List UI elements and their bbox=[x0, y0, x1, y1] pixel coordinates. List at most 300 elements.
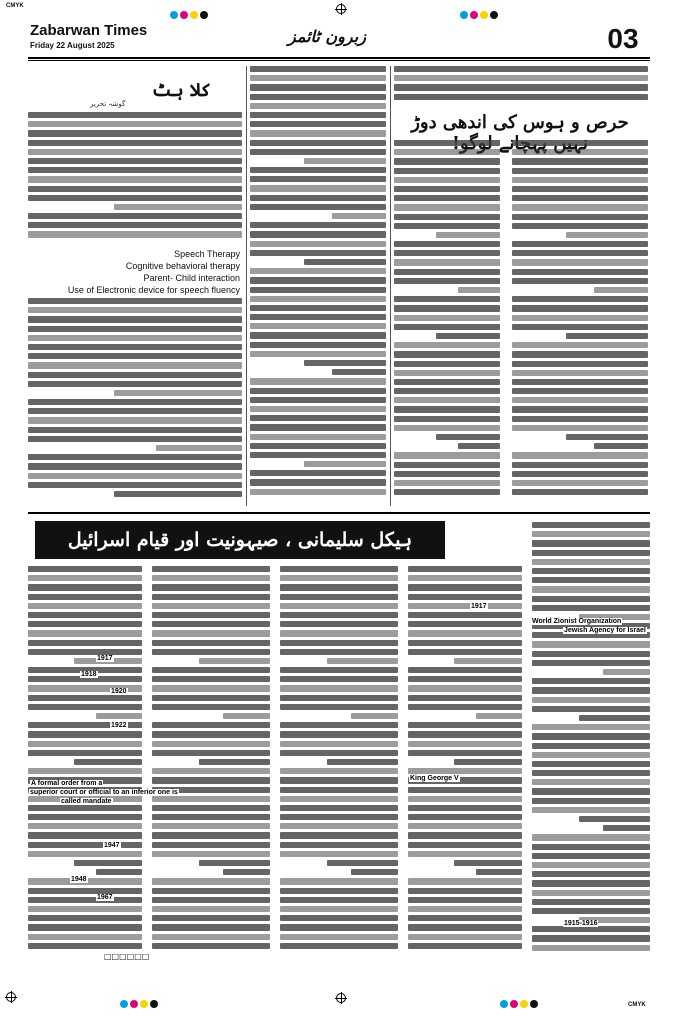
text-line bbox=[458, 443, 500, 449]
text-line bbox=[408, 823, 522, 829]
color-swatch-row-bottom-right bbox=[500, 993, 540, 1012]
page-number: 03 bbox=[598, 23, 648, 55]
text-line bbox=[394, 204, 500, 210]
left-article-title: کلا ہٹ bbox=[152, 80, 212, 101]
inline-english-superior-court: superior court or official to an inferior one is bbox=[30, 789, 178, 796]
text-line bbox=[250, 489, 386, 495]
text-line bbox=[28, 934, 142, 940]
text-line bbox=[408, 888, 522, 894]
text-line bbox=[250, 277, 386, 283]
text-line bbox=[532, 770, 650, 776]
text-line bbox=[280, 906, 398, 912]
inline-year: 1918 bbox=[81, 671, 97, 678]
text-line bbox=[408, 934, 522, 940]
text-line bbox=[152, 897, 270, 903]
text-line bbox=[152, 915, 270, 921]
right-article-col-2 bbox=[512, 140, 648, 506]
text-line bbox=[532, 798, 650, 804]
middle-column-body bbox=[250, 66, 386, 506]
text-line bbox=[28, 408, 242, 414]
text-line bbox=[408, 704, 522, 710]
text-line bbox=[532, 890, 650, 896]
text-line bbox=[408, 695, 522, 701]
text-line bbox=[408, 741, 522, 747]
issue-date: Friday 22 August 2025 bbox=[30, 41, 115, 50]
text-line bbox=[512, 370, 648, 376]
text-line bbox=[156, 445, 242, 451]
swatch-black bbox=[200, 11, 208, 19]
text-line bbox=[408, 851, 522, 857]
text-line bbox=[394, 75, 648, 81]
inline-year: 1920 bbox=[111, 688, 127, 695]
text-line bbox=[152, 731, 270, 737]
text-line bbox=[28, 915, 142, 921]
text-line bbox=[96, 713, 142, 719]
text-line bbox=[28, 362, 242, 368]
header-rule-thin bbox=[28, 60, 650, 61]
text-line bbox=[280, 924, 398, 930]
text-line bbox=[532, 641, 650, 647]
left-article-body-top bbox=[28, 112, 242, 248]
inline-english-king-george: King George V bbox=[410, 775, 459, 782]
text-line bbox=[394, 379, 500, 385]
text-line bbox=[532, 880, 650, 886]
text-line bbox=[250, 342, 386, 348]
text-line bbox=[394, 361, 500, 367]
text-line bbox=[250, 204, 386, 210]
text-line bbox=[394, 351, 500, 357]
text-line bbox=[394, 186, 500, 192]
bottom-col-5 bbox=[532, 522, 650, 958]
section-rule bbox=[28, 512, 650, 514]
text-line bbox=[152, 741, 270, 747]
text-line bbox=[28, 372, 242, 378]
text-line bbox=[512, 342, 648, 348]
text-line bbox=[152, 832, 270, 838]
text-line bbox=[250, 424, 386, 430]
text-line bbox=[512, 214, 648, 220]
text-line bbox=[408, 878, 522, 884]
masthead-left bbox=[30, 22, 147, 50]
text-line bbox=[532, 540, 650, 546]
newspaper-name: Zabarwan Times bbox=[30, 22, 148, 39]
text-line bbox=[114, 491, 242, 497]
text-line bbox=[152, 878, 270, 884]
text-line bbox=[250, 351, 386, 357]
text-line bbox=[199, 860, 270, 866]
text-line bbox=[250, 268, 386, 274]
header-rule bbox=[28, 57, 650, 59]
text-line bbox=[250, 84, 386, 90]
text-line bbox=[152, 685, 270, 691]
text-line bbox=[223, 713, 270, 719]
text-line bbox=[280, 667, 398, 673]
text-line bbox=[28, 649, 142, 655]
text-line bbox=[280, 805, 398, 811]
text-line bbox=[250, 241, 386, 247]
english-line: Parent- Child interaction bbox=[143, 273, 240, 283]
footer-marks: □□□□□□ bbox=[104, 952, 150, 961]
text-line bbox=[532, 568, 650, 574]
text-line bbox=[304, 360, 386, 366]
text-line bbox=[603, 825, 650, 831]
inline-english-called-mandate: called mandate bbox=[61, 798, 112, 805]
text-line bbox=[250, 388, 386, 394]
text-line bbox=[394, 195, 500, 201]
text-line bbox=[280, 750, 398, 756]
text-line bbox=[280, 704, 398, 710]
text-line bbox=[152, 704, 270, 710]
text-line bbox=[512, 324, 648, 330]
text-line bbox=[512, 480, 648, 486]
text-line bbox=[152, 842, 270, 848]
text-line bbox=[327, 860, 398, 866]
text-line bbox=[280, 649, 398, 655]
text-line bbox=[408, 640, 522, 646]
text-line bbox=[603, 669, 650, 675]
text-line bbox=[408, 566, 522, 572]
text-line bbox=[408, 832, 522, 838]
text-line bbox=[512, 250, 648, 256]
text-line bbox=[28, 326, 242, 332]
text-line bbox=[394, 149, 500, 155]
text-line bbox=[532, 788, 650, 794]
text-line bbox=[28, 176, 242, 182]
text-line bbox=[28, 112, 242, 118]
text-line bbox=[114, 204, 242, 210]
text-line bbox=[304, 259, 386, 265]
text-line bbox=[532, 926, 650, 932]
text-line bbox=[250, 406, 386, 412]
inline-year: 1967 bbox=[97, 894, 113, 901]
text-line bbox=[394, 241, 500, 247]
text-line bbox=[512, 361, 648, 367]
text-line bbox=[408, 630, 522, 636]
text-line bbox=[28, 353, 242, 359]
text-line bbox=[28, 731, 142, 737]
text-line bbox=[512, 315, 648, 321]
text-line bbox=[408, 676, 522, 682]
text-line bbox=[250, 149, 386, 155]
text-line bbox=[28, 121, 242, 127]
text-line bbox=[280, 851, 398, 857]
text-line bbox=[327, 658, 398, 664]
text-line bbox=[394, 177, 500, 183]
text-line bbox=[512, 416, 648, 422]
text-line bbox=[28, 594, 142, 600]
inline-year: 1947 bbox=[104, 842, 120, 849]
registration-mark-bottom-left bbox=[6, 992, 16, 1002]
text-line bbox=[280, 832, 398, 838]
english-line: Use of Electronic device for speech fluency bbox=[67, 285, 240, 295]
text-line bbox=[28, 335, 242, 341]
text-line bbox=[512, 351, 648, 357]
text-line bbox=[394, 66, 648, 72]
english-line: Speech Therapy bbox=[174, 249, 240, 259]
text-line bbox=[152, 584, 270, 590]
text-line bbox=[250, 103, 386, 109]
text-line bbox=[408, 924, 522, 930]
text-line bbox=[28, 584, 142, 590]
text-line bbox=[394, 223, 500, 229]
text-line bbox=[532, 834, 650, 840]
text-line bbox=[394, 388, 500, 394]
text-line bbox=[280, 777, 398, 783]
text-line bbox=[152, 777, 270, 783]
text-line bbox=[476, 713, 522, 719]
text-line bbox=[394, 269, 500, 275]
text-line bbox=[408, 943, 522, 949]
text-line bbox=[28, 768, 142, 774]
inline-english-jewish-agency: Jewish Agency for Israel bbox=[564, 627, 646, 634]
text-line bbox=[304, 461, 386, 467]
text-line bbox=[394, 480, 500, 486]
text-line bbox=[532, 697, 650, 703]
text-line bbox=[152, 906, 270, 912]
text-line bbox=[28, 130, 242, 136]
text-line bbox=[532, 660, 650, 666]
text-line bbox=[152, 805, 270, 811]
text-line bbox=[532, 596, 650, 602]
text-line bbox=[28, 316, 242, 322]
text-line bbox=[250, 222, 386, 228]
text-line bbox=[152, 575, 270, 581]
text-line bbox=[280, 575, 398, 581]
text-line bbox=[152, 823, 270, 829]
text-line bbox=[408, 584, 522, 590]
text-line bbox=[250, 185, 386, 191]
registration-mark-bottom bbox=[336, 993, 346, 1003]
text-line bbox=[512, 296, 648, 302]
text-line bbox=[280, 796, 398, 802]
text-line bbox=[512, 259, 648, 265]
text-line bbox=[512, 140, 648, 146]
text-line bbox=[532, 807, 650, 813]
text-line bbox=[512, 195, 648, 201]
text-line bbox=[152, 612, 270, 618]
text-line bbox=[28, 231, 242, 237]
text-line bbox=[223, 869, 270, 875]
text-line bbox=[250, 296, 386, 302]
text-line bbox=[408, 796, 522, 802]
text-line bbox=[408, 722, 522, 728]
text-line bbox=[280, 915, 398, 921]
text-line bbox=[408, 906, 522, 912]
text-line bbox=[28, 344, 242, 350]
text-line bbox=[280, 888, 398, 894]
text-line bbox=[280, 676, 398, 682]
text-line bbox=[250, 94, 386, 100]
text-line bbox=[436, 434, 500, 440]
text-line bbox=[408, 915, 522, 921]
text-line bbox=[394, 397, 500, 403]
text-line bbox=[566, 333, 648, 339]
text-line bbox=[408, 667, 522, 673]
text-line bbox=[280, 787, 398, 793]
text-line bbox=[532, 550, 650, 556]
text-line bbox=[408, 805, 522, 811]
text-line bbox=[152, 566, 270, 572]
text-line bbox=[532, 651, 650, 657]
text-line bbox=[250, 378, 386, 384]
urdu-masthead: زبرون ٹائمز bbox=[288, 27, 366, 46]
text-line bbox=[28, 924, 142, 930]
text-line bbox=[250, 176, 386, 182]
text-line bbox=[532, 586, 650, 592]
text-line bbox=[436, 232, 500, 238]
text-line bbox=[394, 278, 500, 284]
text-line bbox=[28, 482, 242, 488]
text-line bbox=[28, 640, 142, 646]
text-line bbox=[152, 676, 270, 682]
swatch-cyan bbox=[170, 11, 178, 19]
text-line bbox=[394, 250, 500, 256]
text-line bbox=[408, 603, 522, 609]
bottom-col-1 bbox=[28, 566, 142, 958]
text-line bbox=[114, 390, 242, 396]
text-line bbox=[579, 715, 650, 721]
text-line bbox=[512, 471, 648, 477]
swatch-yellow bbox=[190, 11, 198, 19]
text-line bbox=[566, 434, 648, 440]
text-line bbox=[280, 612, 398, 618]
text-line bbox=[152, 695, 270, 701]
text-line bbox=[28, 195, 242, 201]
text-line bbox=[454, 759, 522, 765]
text-line bbox=[28, 695, 142, 701]
text-line bbox=[512, 379, 648, 385]
inline-year: 1917 bbox=[97, 655, 113, 662]
text-line bbox=[532, 733, 650, 739]
text-line bbox=[28, 186, 242, 192]
text-line bbox=[532, 779, 650, 785]
text-line bbox=[28, 814, 142, 820]
text-line bbox=[532, 531, 650, 537]
text-line bbox=[512, 177, 648, 183]
text-line bbox=[280, 621, 398, 627]
text-line bbox=[351, 869, 398, 875]
text-line bbox=[280, 768, 398, 774]
text-line bbox=[532, 752, 650, 758]
text-line bbox=[394, 370, 500, 376]
text-line bbox=[28, 832, 142, 838]
text-line bbox=[96, 869, 142, 875]
text-line bbox=[408, 731, 522, 737]
text-line bbox=[512, 406, 648, 412]
text-line bbox=[280, 630, 398, 636]
text-line bbox=[408, 575, 522, 581]
text-line bbox=[394, 342, 500, 348]
cmyk-label-bottom: CMYK bbox=[628, 1002, 646, 1008]
text-line bbox=[280, 823, 398, 829]
text-line bbox=[250, 305, 386, 311]
text-line bbox=[408, 787, 522, 793]
text-line bbox=[250, 130, 386, 136]
text-line bbox=[250, 323, 386, 329]
text-line bbox=[280, 603, 398, 609]
text-line bbox=[28, 427, 242, 433]
text-line bbox=[250, 167, 386, 173]
text-line bbox=[28, 805, 142, 811]
text-line bbox=[408, 814, 522, 820]
text-line bbox=[408, 768, 522, 774]
text-line bbox=[394, 259, 500, 265]
right-article-title: حرص و ہوس کی اندھی دوڑ bbox=[411, 112, 629, 133]
text-line bbox=[28, 612, 142, 618]
text-line bbox=[512, 186, 648, 192]
text-line bbox=[454, 658, 522, 664]
text-line bbox=[394, 168, 500, 174]
text-line bbox=[512, 223, 648, 229]
color-swatch-row-top-right bbox=[460, 4, 500, 23]
text-line bbox=[152, 649, 270, 655]
text-line bbox=[512, 388, 648, 394]
bottom-col-4 bbox=[408, 566, 522, 958]
text-line bbox=[250, 231, 386, 237]
text-line bbox=[394, 406, 500, 412]
text-line bbox=[28, 630, 142, 636]
text-line bbox=[250, 195, 386, 201]
cmyk-label-top: CMYK bbox=[6, 3, 24, 9]
text-line bbox=[512, 305, 648, 311]
text-line bbox=[152, 621, 270, 627]
text-line bbox=[532, 559, 650, 565]
text-line bbox=[250, 66, 386, 72]
text-line bbox=[394, 489, 500, 495]
text-line bbox=[152, 750, 270, 756]
text-line bbox=[280, 878, 398, 884]
inline-year: 1917 bbox=[471, 603, 487, 610]
text-line bbox=[152, 722, 270, 728]
text-line bbox=[532, 935, 650, 941]
text-line bbox=[566, 232, 648, 238]
text-line bbox=[532, 678, 650, 684]
text-line bbox=[408, 685, 522, 691]
text-line bbox=[250, 140, 386, 146]
text-line bbox=[594, 287, 648, 293]
inline-english-world-zionist: World Zionist Organization bbox=[532, 618, 622, 625]
text-line bbox=[332, 369, 386, 375]
text-line bbox=[28, 888, 142, 894]
text-line bbox=[152, 934, 270, 940]
text-line bbox=[28, 473, 242, 479]
bottom-col-3 bbox=[280, 566, 398, 958]
text-line bbox=[532, 871, 650, 877]
text-line bbox=[532, 945, 650, 951]
text-line bbox=[28, 381, 242, 387]
text-line bbox=[280, 566, 398, 572]
left-article-english-list bbox=[60, 248, 240, 296]
text-line bbox=[394, 158, 500, 164]
text-line bbox=[28, 149, 242, 155]
text-line bbox=[394, 84, 648, 90]
text-line bbox=[394, 452, 500, 458]
right-article-intro bbox=[394, 66, 648, 106]
text-line bbox=[532, 908, 650, 914]
text-line bbox=[28, 417, 242, 423]
text-line bbox=[408, 842, 522, 848]
text-line bbox=[28, 575, 142, 581]
left-article-byline: گوشہ تحریر bbox=[90, 100, 126, 108]
column-divider bbox=[246, 66, 247, 506]
text-line bbox=[152, 943, 270, 949]
text-line bbox=[512, 489, 648, 495]
english-line: Cognitive behavioral therapy bbox=[125, 261, 240, 271]
text-line bbox=[152, 796, 270, 802]
text-line bbox=[28, 603, 142, 609]
text-line bbox=[28, 307, 242, 313]
text-line bbox=[28, 298, 242, 304]
